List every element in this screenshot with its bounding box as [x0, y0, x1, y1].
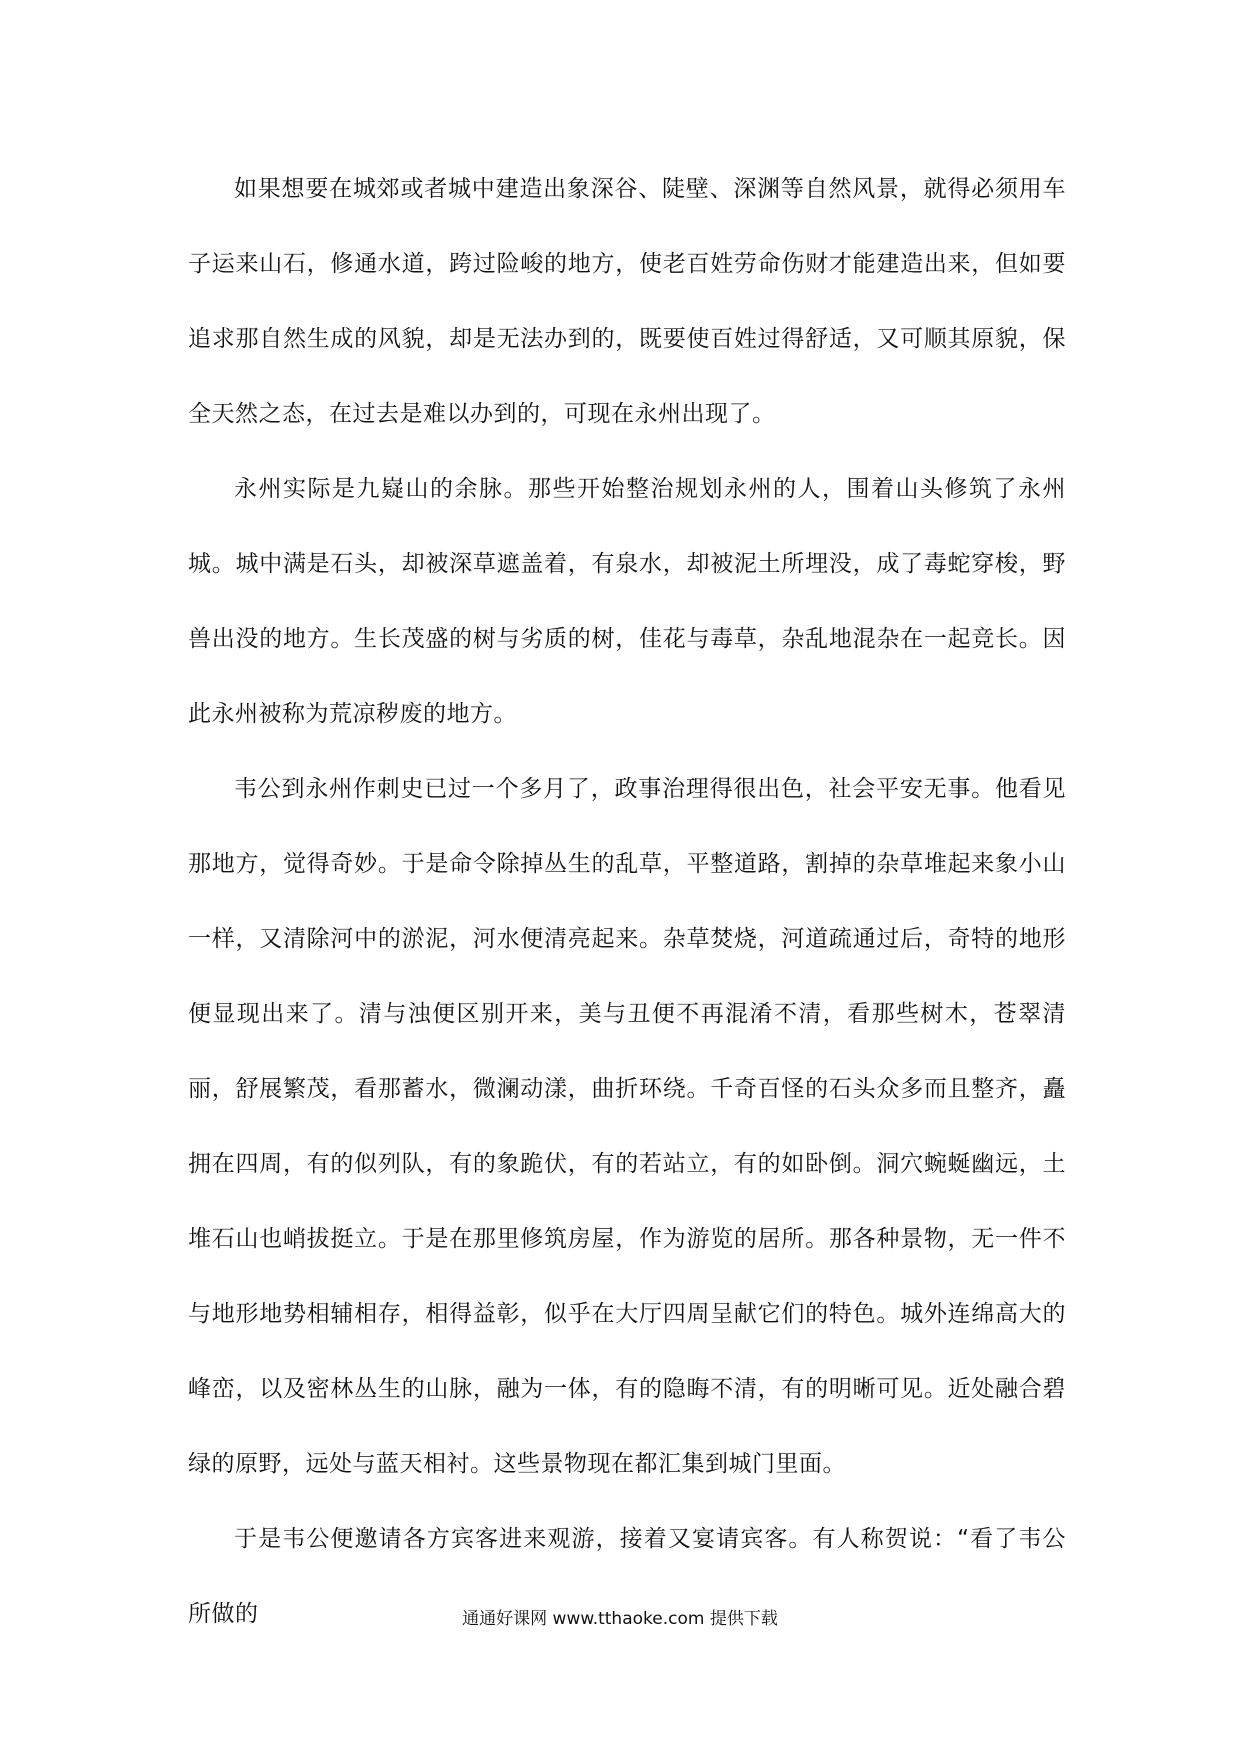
- paragraph-4: 于是韦公便邀请各方宾客进来观游，接着又宴请宾客。有人称贺说：“看了韦公所做的: [188, 1526, 1066, 1627]
- paragraph-2: 永州实际是九嶷山的余脉。那些开始整治规划永州的人，围着山头修筑了永州城。城中满是石头，却被深草遮盖着，有泉水，却被泥土所埋没，成了毒蛇穿梭，野兽出没的地方。生长茂盛的树与劣质的树，佳花与毒草，杂乱地混杂在一起竞长。因此永州被称为荒凉秽废的地方。: [188, 476, 1066, 727]
- paragraph-3: 韦公到永州作刺史已过一个多月了，政事治理得很出色，社会平安无事。他看见那地方，觉得奇妙。于是命令除掉丛生的乱草，平整道路，割掉的杂草堆起来象小山一样，又清除河中的淤泥，河水便清亮起来。杂草焚烧，河道疏通过后，奇特的地形便显现出来了。清与浊便区别开来，美与丑便不再混淆不清，看那些树木，苍翠清丽，舒展繁茂，看那蓄水，微澜动漾，曲折环绕。千奇百怪的石头众多而且整齐，矗拥在四周，有的似列队，有的象跪伏，有的若站立，有的如卧倒。洞穴蜿蜒幽远，土堆石山也峭拔挺立。于是在那里修筑房屋，作为游览的居所。那各种景物，无一件不与地形地势相辅相存，相得益彰，似乎在大厅四周呈献它们的特色。城外连绵高大的峰峦，以及密林丛生的山脉，融为一体，有的隐晦不清，有的明晰可见。近处融合碧绿的原野，远处与蓝天相衬。这些景物现在都汇集到城门里面。: [188, 776, 1066, 1477]
- paragraph-1: 如果想要在城郊或者城中建造出象深谷、陡壁、深渊等自然风景，就得必须用车子运来山石，修通水道，跨过险峻的地方，使老百姓劳命伤财才能建造出来，但如要追求那自然生成的风貌，却是无法办到的，既要使百姓过得舒适，又可顺其原貌，保全天然之态，在过去是难以办到的，可现在永州出现了。: [188, 176, 1066, 427]
- document-body: [188, 152, 1066, 1652]
- page-footer: 通通好课网 www.tthaoke.com 提供下载: [462, 1609, 778, 1629]
